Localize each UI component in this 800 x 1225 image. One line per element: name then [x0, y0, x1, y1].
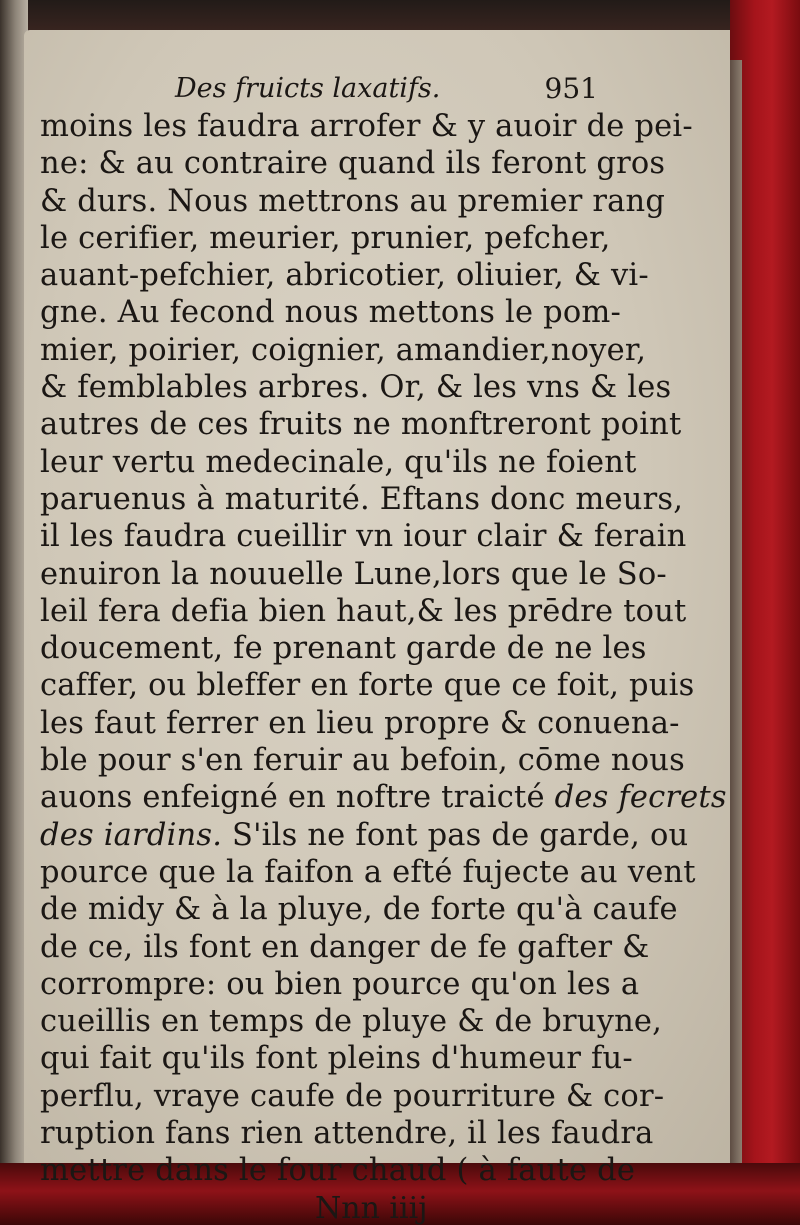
- text-line: leil fera defia bien haut,& les prēdre tout: [40, 593, 687, 629]
- signature-mark: Nnn iiij: [315, 1190, 428, 1225]
- text-line: auons enfeigné en noftre traicté des fecrets: [40, 780, 727, 816]
- text-line: paruenus à maturité. Eftans donc meurs,: [40, 481, 684, 517]
- text-line: de midy & à la pluye, de forte qu'à caufe: [40, 892, 678, 928]
- text-line: leur vertu medecinale, qu'ils ne foient: [40, 444, 637, 480]
- text-block: [40, 70, 727, 1225]
- text-line: les faut ferrer en lieu propre & conuena-: [40, 705, 680, 741]
- text-line: doucement, fe prenant garde de ne les: [40, 631, 647, 667]
- text-line: de ce, ils font en danger de fe gafter &: [40, 929, 650, 965]
- italic-title: des iardins.: [40, 817, 223, 853]
- text-line: autres de ces fruits ne monftreront point: [40, 407, 682, 443]
- text-line: cueillis en temps de pluye & de bruyne,: [40, 1004, 663, 1040]
- text-line: caffer, ou bleffer en forte que ce foit, puis: [40, 668, 695, 704]
- text-line: gne. Au fecond nous mettons le pom-: [40, 295, 622, 331]
- text-line: mier, poirier, coignier, amandier,noyer,: [40, 332, 647, 368]
- text-line: corrompre: ou bien pource qu'on les a: [40, 966, 640, 1002]
- text-line: qui fait qu'ils font pleins d'humeur fu-: [40, 1041, 633, 1077]
- text-line: & durs. Nous mettrons au premier rang: [40, 183, 666, 219]
- text-line: ble pour s'en feruir au befoin, cōme nous: [40, 743, 685, 779]
- red-page-edge: [730, 0, 800, 1225]
- text-line: mettre dans le four chaud ( à faute de: [40, 1153, 636, 1189]
- running-head-title: Des fruicts laxatifs.: [175, 73, 441, 104]
- top-shadow: [0, 0, 800, 34]
- text-line: auant-pefchier, abricotier, oliuier, & vi-: [40, 258, 649, 294]
- running-head: [40, 70, 690, 108]
- italic-title: des fecrets: [554, 780, 727, 816]
- text-line: pource que la faifon a efté fujecte au vent: [40, 854, 696, 890]
- text-line: perflu, vraye caufe de pourriture & cor-: [40, 1078, 665, 1114]
- text-line: enuiron la nouuelle Lune,lors que le So-: [40, 556, 667, 592]
- page-number: 951: [544, 72, 598, 105]
- text-line: ruption fans rien attendre, il les faudra: [40, 1116, 654, 1152]
- text-line: & femblables arbres. Or, & les vns & les: [40, 370, 672, 406]
- text-line: moins les faudra arrofer & y auoir de pei-: [40, 109, 693, 144]
- text-line: ne: & au contraire quand ils feront gros: [40, 146, 666, 182]
- text-line: des iardins. S'ils ne font pas de garde, ou: [40, 817, 689, 853]
- text-line: le cerifier, meurier, prunier, pefcher,: [40, 220, 611, 256]
- text-line: il les faudra cueillir vn iour clair & ferain: [40, 519, 687, 555]
